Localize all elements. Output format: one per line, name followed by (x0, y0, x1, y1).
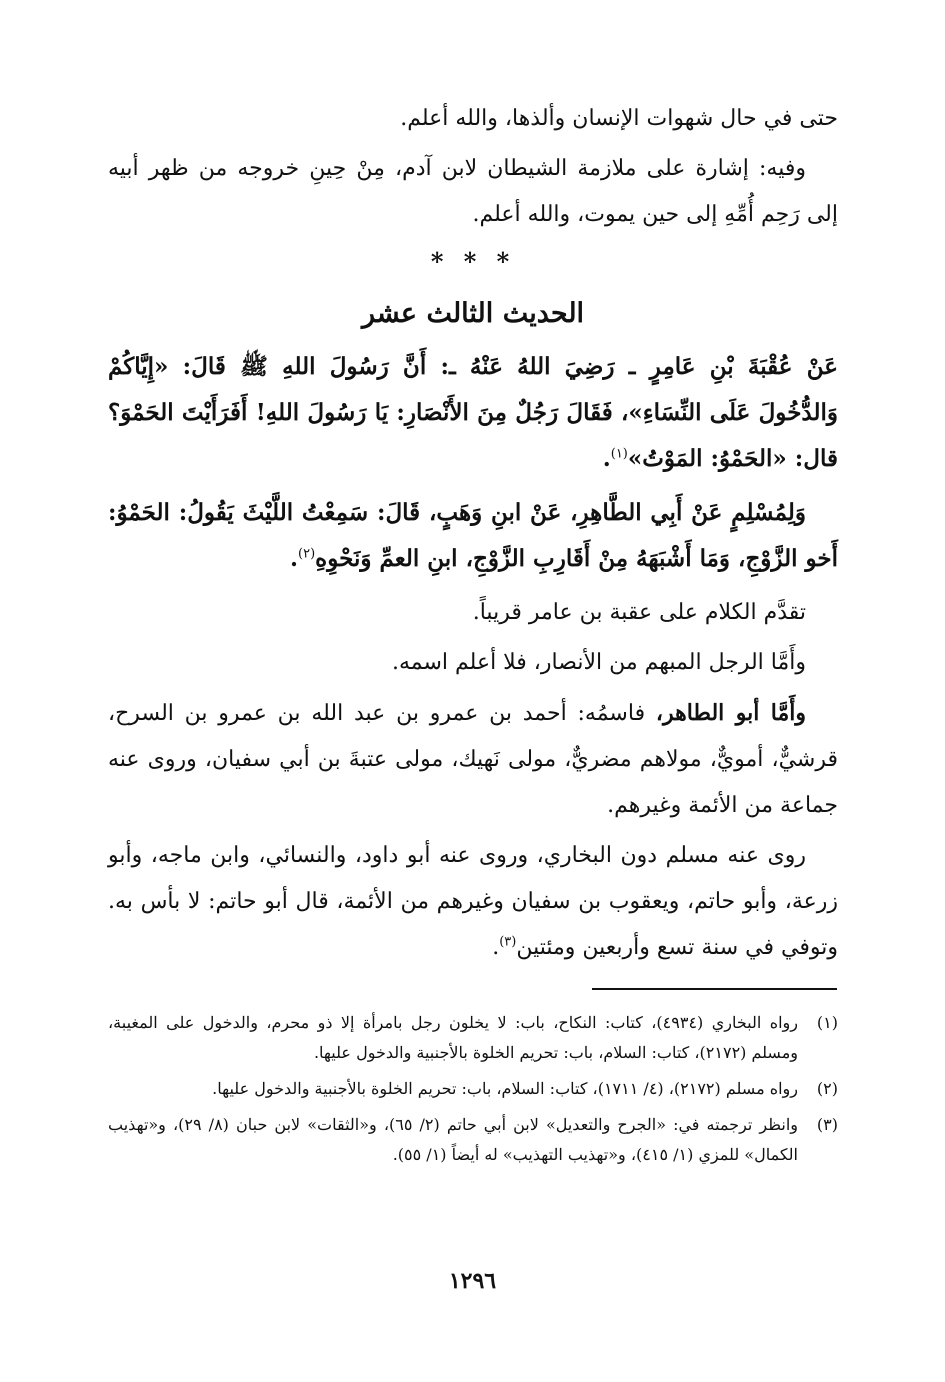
commentary-paragraph-4 (108, 833, 838, 971)
muslim-body: وَلِمُسْلِمٍ عَنْ أَبِي الطَّاهِرِ، عَنْ ابنِ وَهَبٍ، قَالَ: سَمِعْتُ اللَّيْثَ يَقُولُ: الحَمْوُ: أَخو الزَّوْجِ، وَمَا أَشْبَهَهُ مِنْ أَقَارِبِ الزَّوْجِ، ابنِ العمِّ وَنَحْوِهِ (108, 499, 838, 572)
abu-tahir-label: وأَمَّا أبو الطاهر، (655, 700, 806, 726)
hadith-end: . (602, 445, 611, 472)
footnote-text: رواه مسلم (٢١٧٢)، (٤/ ١٧١١)، كتاب: السلام، باب: تحريم الخلوة بالأجنبية والدخول عليها. (212, 1079, 798, 1098)
muslim-end: . (290, 545, 299, 572)
muslim-narration (108, 490, 838, 582)
footnote-text: وانظر ترجمته في: «الجرح والتعديل» لابن أبي حاتم (٢/ ٦٥)، و«الثقات» لابن حبان (٨/ ٢٩)، و«تهذيب الكمال» للمزي (١/ ٤١٥)، و«تهذيب التهذيب» له أيضاً (١/ ٥٥). (108, 1115, 799, 1164)
hadith-heading: الحديث الثالث عشر (361, 298, 585, 329)
commentary-paragraph-2: وأَمَّا الرجل المبهم من الأنصار، فلا أعلم اسمه. (391, 650, 806, 675)
section-separator: * * * (430, 247, 516, 276)
hadith-body: عَنْ عُقْبَةَ بْنِ عَامِرٍ ـ رَضِيَ اللهُ عَنْهُ ـ: أَنَّ رَسُولَ اللهِ ﷺ قَالَ: «إِيَّاكُمْ وَالدُّخُولَ عَلَى النِّسَاءِ»، فَقَالَ رَجُلٌ مِنَ الأَنْصَارِ: يَا رَسُولَ اللهِ! أَفَرَأَيْتَ الحَمْوَ؟ قال: «الحَمْوُ: المَوْتُ» (108, 353, 838, 472)
narrators-end: . (492, 935, 500, 960)
footnote-ref-3[interactable]: (٣) (499, 934, 517, 950)
intro-paragraph: وفيه: إشارة على ملازمة الشيطان لابن آدم، مِنْ حِينِ خروجه من ظهر أبيه إلى رَحِم أُمِّهِ إلى حين يموت، والله أعلم. (108, 156, 838, 227)
hadith-text (108, 344, 838, 482)
page-body (108, 96, 838, 975)
footnotes (108, 1008, 838, 1176)
footnote-divider (592, 988, 837, 990)
footnote-number: (٣) (816, 1115, 838, 1134)
commentary-paragraph-1: تقدَّم الكلام على عقبة بن عامر قريباً. (472, 600, 806, 625)
page-number: ١٢٩٦ (448, 1268, 497, 1294)
footnote-number: (١) (816, 1013, 838, 1032)
commentary-paragraph-3 (108, 690, 838, 829)
narrators-text: روى عنه مسلم دون البخاري، وروى عنه أبو داود، والنسائي، وابن ماجه، وأبو زرعة، وأبو حاتم، ويعقوب بن سفيان وغيرهم من الأئمة، قال أبو حاتم: لا بأس به. وتوفي في سنة تسع وأربعين ومئتين (108, 843, 838, 960)
footnote-3 (108, 1110, 838, 1170)
footnote-ref-2[interactable]: (٢) (298, 546, 316, 562)
intro-line: حتى في حال شهوات الإنسان وألذها، والله أعلم. (400, 106, 838, 131)
footnote-1 (108, 1008, 838, 1068)
footnote-ref-1[interactable]: (١) (610, 446, 628, 462)
footnote-text: رواه البخاري (٤٩٣٤)، كتاب: النكاح، باب: لا يخلون رجل بامرأة إلا ذو محرم، والدخول على المغيبة، ومسلم (٢١٧٢)، كتاب: السلام، باب: تحريم الخلوة بالأجنبية والدخول عليها. (108, 1013, 799, 1062)
abu-tahir-bio: فاسمُه: أحمد بن عمرو بن عبد الله بن عمرو بن السرح، قرشيٌّ، أمويٌّ، مولاهم مضريٌّ، مولى نَهيك، مولى عتبةَ بن أبي سفيان، وروى عنه جماعة من الأئمة وغيرهم. (108, 701, 838, 818)
footnote-number: (٢) (816, 1079, 838, 1098)
footnote-2 (108, 1074, 838, 1104)
